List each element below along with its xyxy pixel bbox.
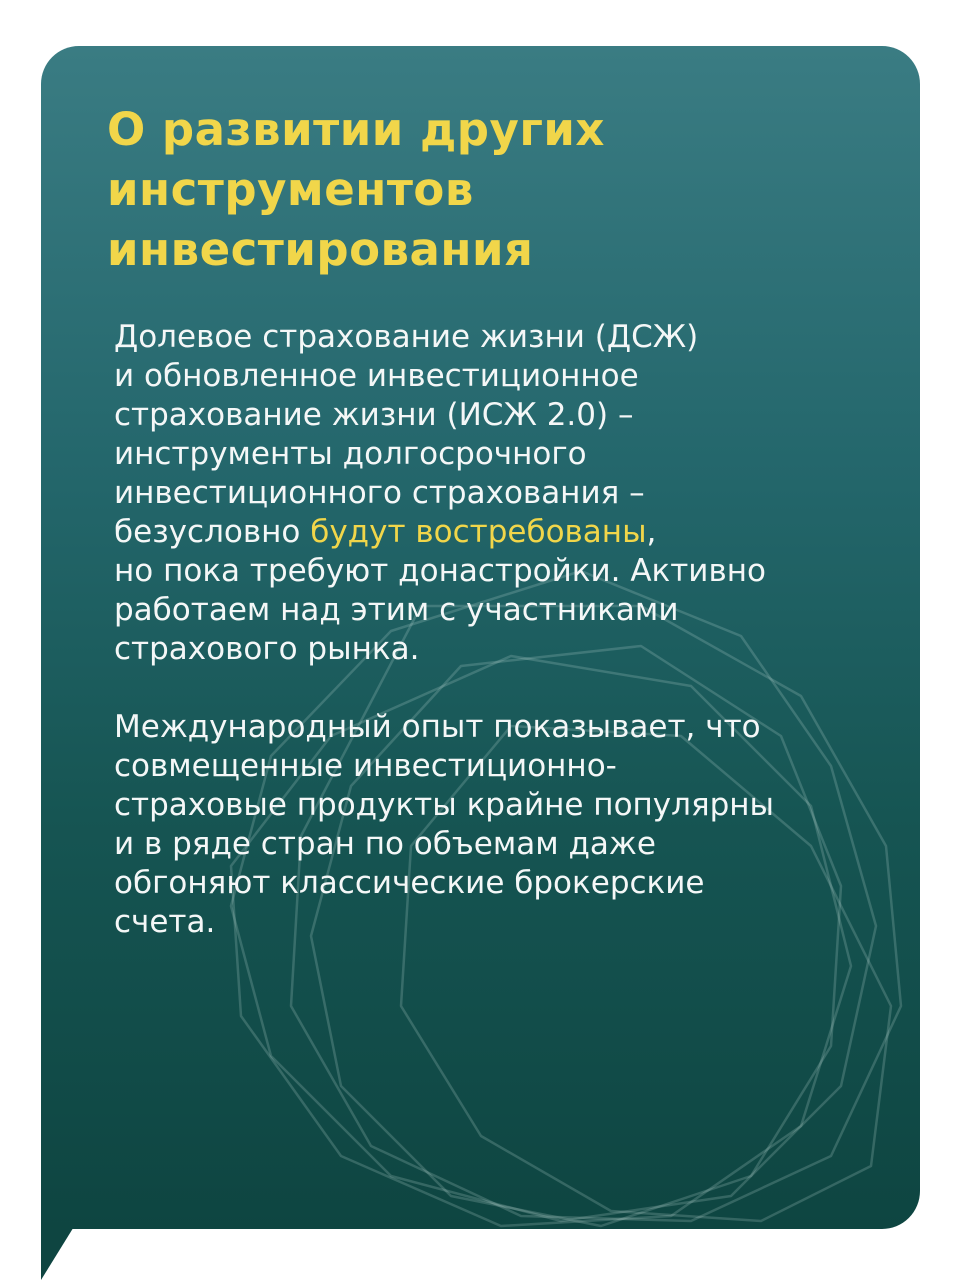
text-line: и обновленное инвестиционное: [114, 358, 639, 394]
text-line: страхование жизни (ИСЖ 2.0) –: [114, 397, 634, 433]
text-line: совмещенные инвестиционно-: [114, 748, 617, 784]
title-line: инвестирования: [107, 223, 534, 276]
text-line: Долевое страхование жизни (ДСЖ): [114, 319, 699, 355]
speech-bubble-tail-icon: [41, 1225, 75, 1280]
text-fragment: безусловно: [114, 514, 311, 550]
text-line: счета.: [114, 904, 216, 940]
text-line-with-highlight: [114, 513, 904, 552]
text-line: но пока требуют донастройки. Активно: [114, 553, 766, 589]
text-line: работаем над этим с участниками: [114, 592, 679, 628]
slide-body: [114, 318, 904, 942]
highlighted-phrase: будут востребованы: [310, 514, 647, 550]
text-line: инвестиционного страхования –: [114, 475, 645, 511]
text-line: Международный опыт показывает, что: [114, 709, 761, 745]
title-line: О развитии других: [107, 103, 605, 156]
text-line: страхового рынка.: [114, 631, 420, 667]
title-line: инструментов: [107, 163, 474, 216]
text-line: обгоняют классические брокерские: [114, 865, 705, 901]
text-line: страховые продукты крайне популярны: [114, 787, 775, 823]
text-fragment: ,: [646, 514, 657, 550]
paragraph-life-insurance: [114, 318, 904, 669]
paragraph-international-experience: [114, 708, 904, 942]
text-line: и в ряде стран по объемам даже: [114, 826, 656, 862]
text-line: инструменты долгосрочного: [114, 436, 587, 472]
slide-card: [41, 46, 920, 1229]
slide-title: [107, 100, 867, 280]
